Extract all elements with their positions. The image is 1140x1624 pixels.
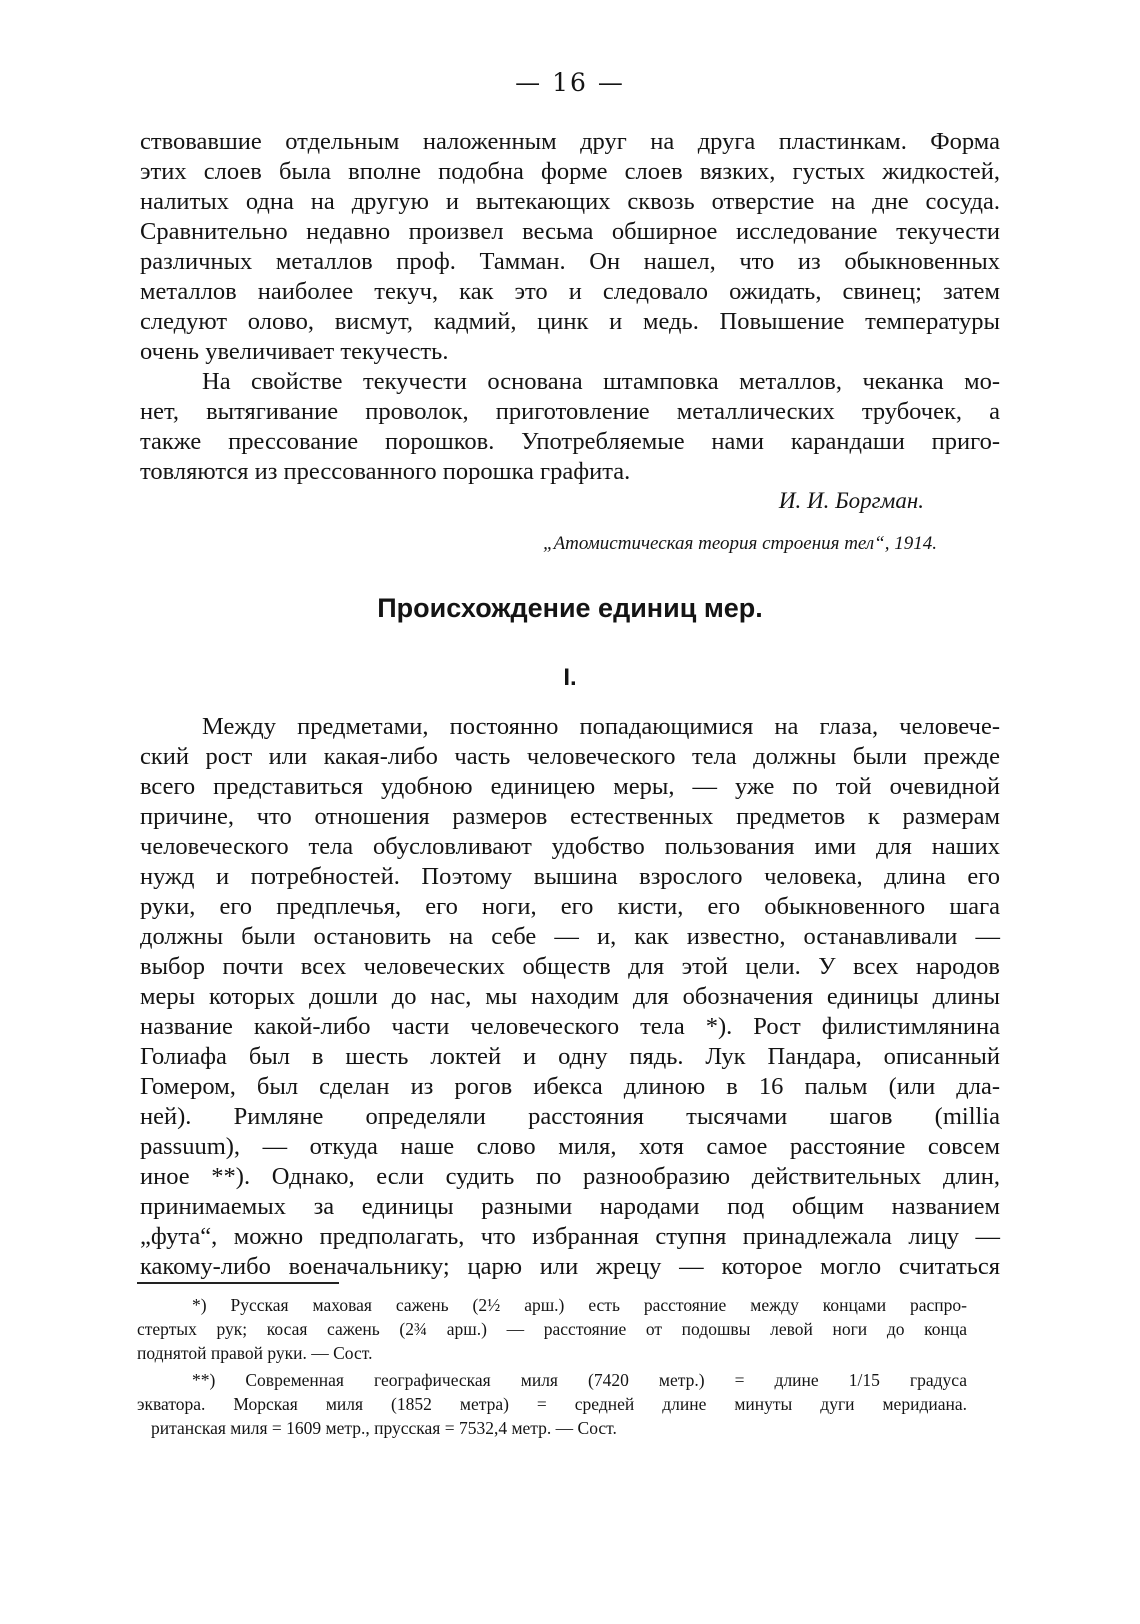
text-line: „фута“, можно предполагать, что избранная ступня принадлежала лицу — [140, 1223, 1000, 1250]
continuation-text [140, 127, 1000, 487]
text-line: товляются из прессованного порошка графита. [140, 458, 631, 485]
text-line: также прессование порошков. Употребляемые нами карандаши приго- [140, 428, 1000, 455]
footnote-line: ританская миля = 1609 метр., прусская = 7532,4 метр. — Сост. [151, 1418, 617, 1438]
author-signature: И. И. Боргман. [778, 488, 924, 513]
text-line: ский рост или какая-либо часть человеческого тела должны были прежде [140, 743, 1000, 770]
text-line: различных металлов проф. Тамман. Он нашел, что из обыкновенных [140, 248, 1000, 275]
text-line: этих слоев была вполне подобна форме слоев вязких, густых жидкостей, [140, 158, 1000, 185]
text-line: руки, его предплечья, его ноги, его кисти, его обыкновенного шага [140, 893, 1000, 920]
text-line: меры которых дошли до нас, мы находим для обозначения единицы длины [140, 983, 1000, 1010]
text-line: ствовавшие отдельным наложенным друг на друга пластинкам. Форма [140, 128, 1000, 155]
footnote-line: стертых рук; косая сажень (2¾ арш.) — расстояние от подошвы левой ноги до конца [137, 1319, 967, 1339]
text-line: На свойстве текучести основана штамповка металлов, чеканка мо- [202, 368, 1000, 395]
footnote-divider [137, 1282, 339, 1284]
text-line: passuum), — откуда наше слово миля, хотя самое расстояние совсем [140, 1133, 1000, 1160]
text-line: Сравнительно недавно произвел весьма обширное исследование текучести [140, 218, 1000, 245]
section-body [140, 712, 1000, 1282]
text-line: металлов наиболее текуч, как это и следовало ожидать, свинец; затем [140, 278, 1000, 305]
text-line: Между предметами, постоянно попадающимися на глаза, человече- [202, 713, 1000, 740]
text-line: налитых одна на другую и вытекающих сквозь отверстие на дне сосуда. [140, 188, 1000, 215]
text-line: принимаемых за единицы разными народами под общим названием [140, 1193, 1000, 1220]
text-line: человеческого тела обусловливают удобство пользования ими для наших [140, 833, 1000, 860]
text-line: всего представиться удобною единицею меры, — уже по той очевидной [140, 773, 1000, 800]
footnotes [137, 1293, 967, 1440]
text-line: должны были остановить на себе — и, как известно, останавливали — [140, 923, 1000, 950]
footnote-line: **) Современная географическая миля (7420 метр.) = длине 1/15 градуса [192, 1370, 967, 1390]
footnote-line: *) Русская маховая сажень (2½ арш.) есть расстояние между концами распро- [192, 1295, 967, 1315]
text-line: причине, что отношения размеров естественных предметов к размерам [140, 803, 1000, 830]
source-citation: „Атомистическая теория строения тел“, 1914. [543, 533, 937, 554]
text-line: нет, вытягивание проволок, приготовление металлических трубочек, а [140, 398, 1000, 425]
page-number: — 16 — [515, 68, 625, 97]
section-number: I. [563, 664, 577, 691]
text-line: название какой-либо части человеческого тела *). Рост филистимлянина [140, 1013, 1000, 1040]
text-line: иное **). Однако, если судить по разнообразию действительных длин, [140, 1163, 1000, 1190]
section-title: Происхождение единиц мер. [377, 593, 763, 623]
text-line: Голиафа был в шесть локтей и одну пядь. Лук Пандара, описанный [140, 1043, 1000, 1070]
footnote-line: поднятой правой руки. — Сост. [137, 1343, 373, 1363]
footnote-line: экватора. Морская миля (1852 метра) = средней длине минуты дуги меридиана. [137, 1394, 967, 1414]
text-line: Гомером, был сделан из рогов ибекса длиною в 16 пальм (или дла- [140, 1073, 1000, 1100]
text-line: нужд и потребностей. Поэтому вышина взрослого человека, длина его [140, 863, 1000, 890]
text-line: очень увеличивает текучесть. [140, 338, 449, 365]
text-line: ней). Римляне определяли расстояния тысячами шагов (millia [140, 1103, 1000, 1130]
text-line: выбор почти всех человеческих обществ для этой цели. У всех народов [140, 953, 1000, 980]
text-line: следуют олово, висмут, кадмий, цинк и медь. Повышение температуры [140, 308, 1000, 335]
text-line: какому-либо военачальнику; царю или жрецу — которое могло считаться [140, 1253, 1000, 1280]
